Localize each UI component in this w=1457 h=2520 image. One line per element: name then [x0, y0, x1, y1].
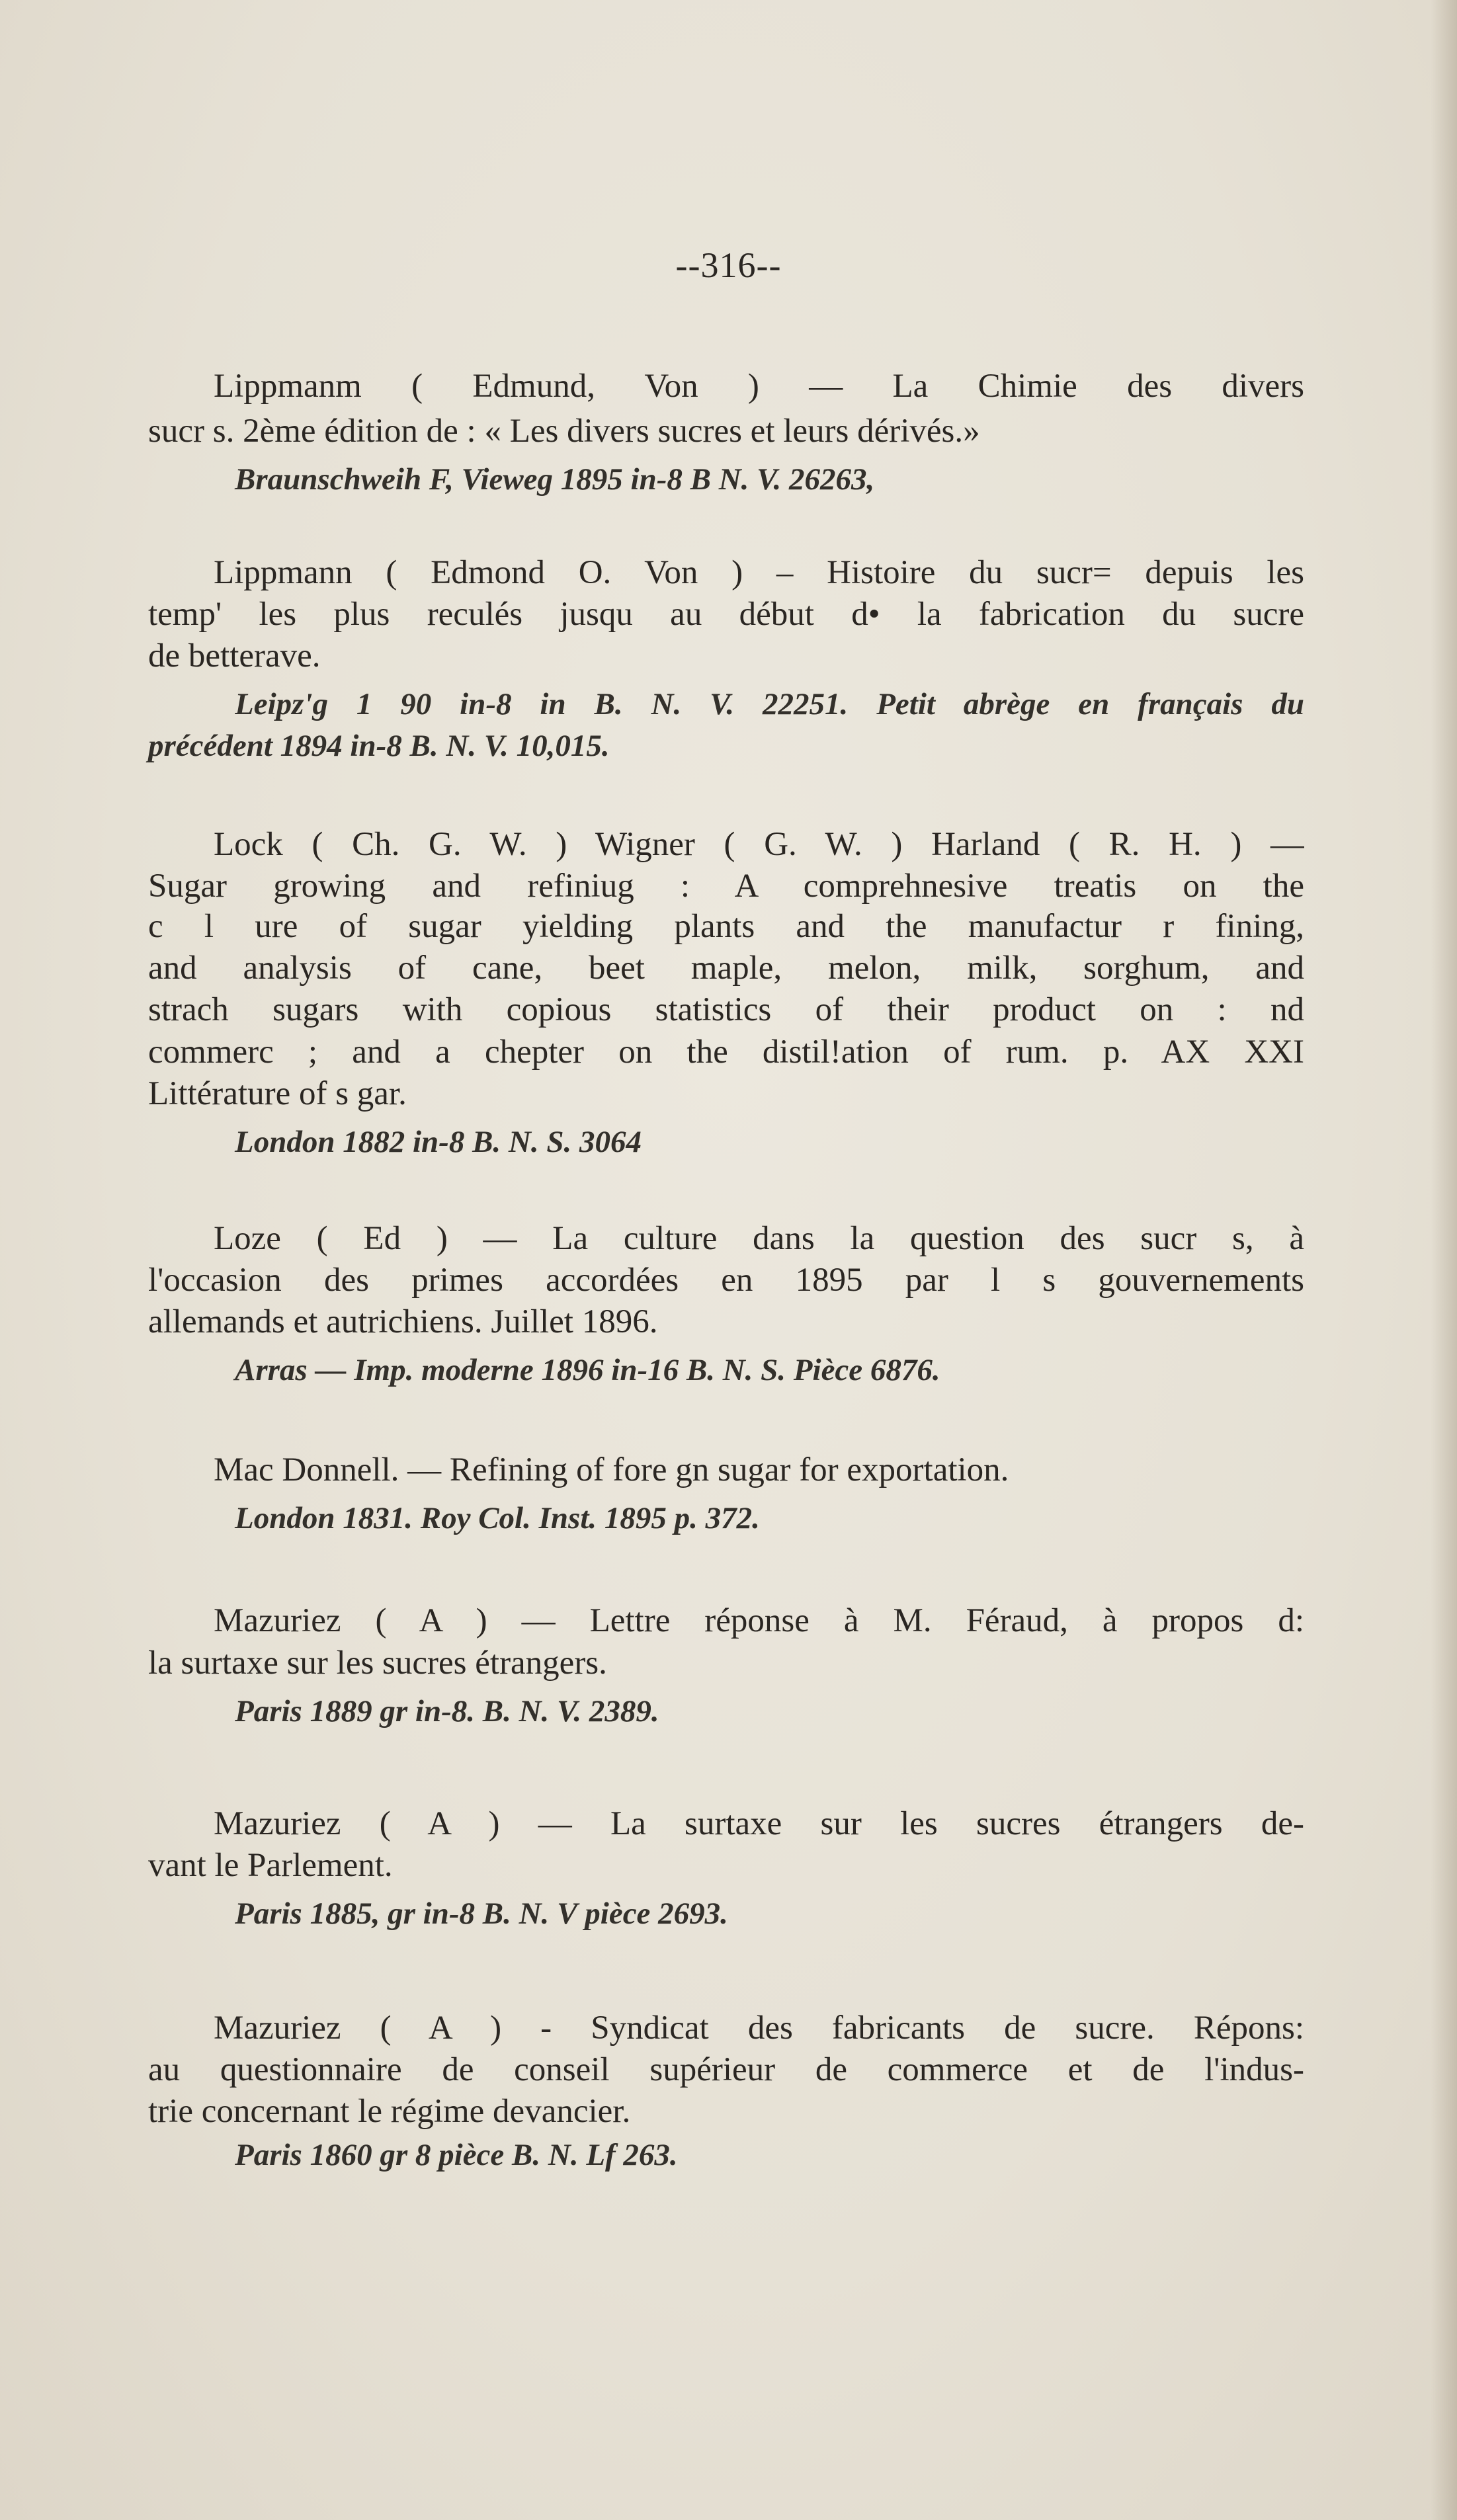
entry-publication-line: Paris 1889 gr in-8. B. N. V. 2389.: [235, 1694, 659, 1728]
entry-publication-line: Leipz'g 1 90 in-8 in B. N. V. 22251. Petit abrège en français du: [235, 687, 1304, 721]
entry-publication-line: Paris 1885, gr in-8 B. N. V pièce 2693.: [235, 1896, 728, 1931]
entry-author-title-line: Lippmann ( Edmond O. Von ) – Histoire du sucr= depuis les: [214, 554, 1304, 591]
entry-publication-line: Braunschweih F, Vieweg 1895 in-8 B N. V. 26263,: [235, 462, 875, 497]
entry-author-title-line: Mac Donnell. — Refining of fore gn sugar for exportation.: [214, 1451, 1009, 1488]
entry-author-title-line: Mazuriez ( A ) — Lettre réponse à M. Féraud, à propos d:: [214, 1602, 1304, 1639]
entry-text-line: au questionnaire de conseil supérieur de commerce et de l'indus-: [148, 2051, 1304, 2088]
page-number: --316--: [675, 245, 782, 285]
entry-publication-line: précédent 1894 in-8 B. N. V. 10,015.: [148, 729, 610, 763]
entry-author-title-line: Mazuriez ( A ) — La surtaxe sur les sucres étrangers de-: [214, 1805, 1304, 1842]
entry-text-line: temp' les plus reculés jusqu au début d• la fabrication du sucre: [148, 596, 1304, 633]
entry-publication-line: Arras — Imp. moderne 1896 in-16 B. N. S. Pièce 6876.: [235, 1353, 940, 1387]
entry-text-line: Sugar growing and refiniug : A comprehnesive treatis on the: [148, 868, 1304, 905]
entry-text-line: c l ure of sugar yielding plants and the manufactur r fining,: [148, 908, 1304, 945]
entry-text-line: Littérature of s gar.: [148, 1075, 407, 1112]
entry-publication-line: London 1831. Roy Col. Inst. 1895 p. 372.: [235, 1501, 760, 1535]
entry-text-line: sucr s. 2ème édition de : « Les divers sucres et leurs dérivés.»: [148, 413, 980, 450]
entry-author-title-line: Loze ( Ed ) — La culture dans la question des sucr s, à: [214, 1220, 1304, 1257]
entry-text-line: vant le Parlement.: [148, 1847, 393, 1884]
entry-text-line: strach sugars with copious statistics of their product on : nd: [148, 991, 1304, 1028]
entry-text-line: la surtaxe sur les sucres étrangers.: [148, 1645, 607, 1682]
page-edge-shadow: [1431, 0, 1457, 2520]
entry-author-title-line: Mazuriez ( A ) - Syndicat des fabricants de sucre. Répons:: [214, 2010, 1304, 2047]
entry-text-line: trie concernant le régime devancier.: [148, 2093, 631, 2130]
entry-text-line: l'occasion des primes accordées en 1895 par l s gouvernements: [148, 1262, 1304, 1299]
entry-author-title-line: Lock ( Ch. G. W. ) Wigner ( G. W. ) Harland ( R. H. ) —: [214, 826, 1304, 863]
entry-text-line: allemands et autrichiens. Juillet 1896.: [148, 1303, 658, 1340]
entry-author-title-line: Lippmanm ( Edmund, Von ) — La Chimie des divers: [214, 368, 1304, 405]
entry-text-line: de betterave.: [148, 637, 321, 674]
entry-text-line: commerc ; and a chepter on the distil!ation of rum. p. AX XXI: [148, 1034, 1304, 1071]
entry-publication-line: London 1882 in-8 B. N. S. 3064: [235, 1125, 642, 1159]
entry-publication-line: Paris 1860 gr 8 pièce B. N. Lf 263.: [235, 2138, 678, 2172]
entry-text-line: and analysis of cane, beet maple, melon, milk, sorghum, and: [148, 950, 1304, 987]
